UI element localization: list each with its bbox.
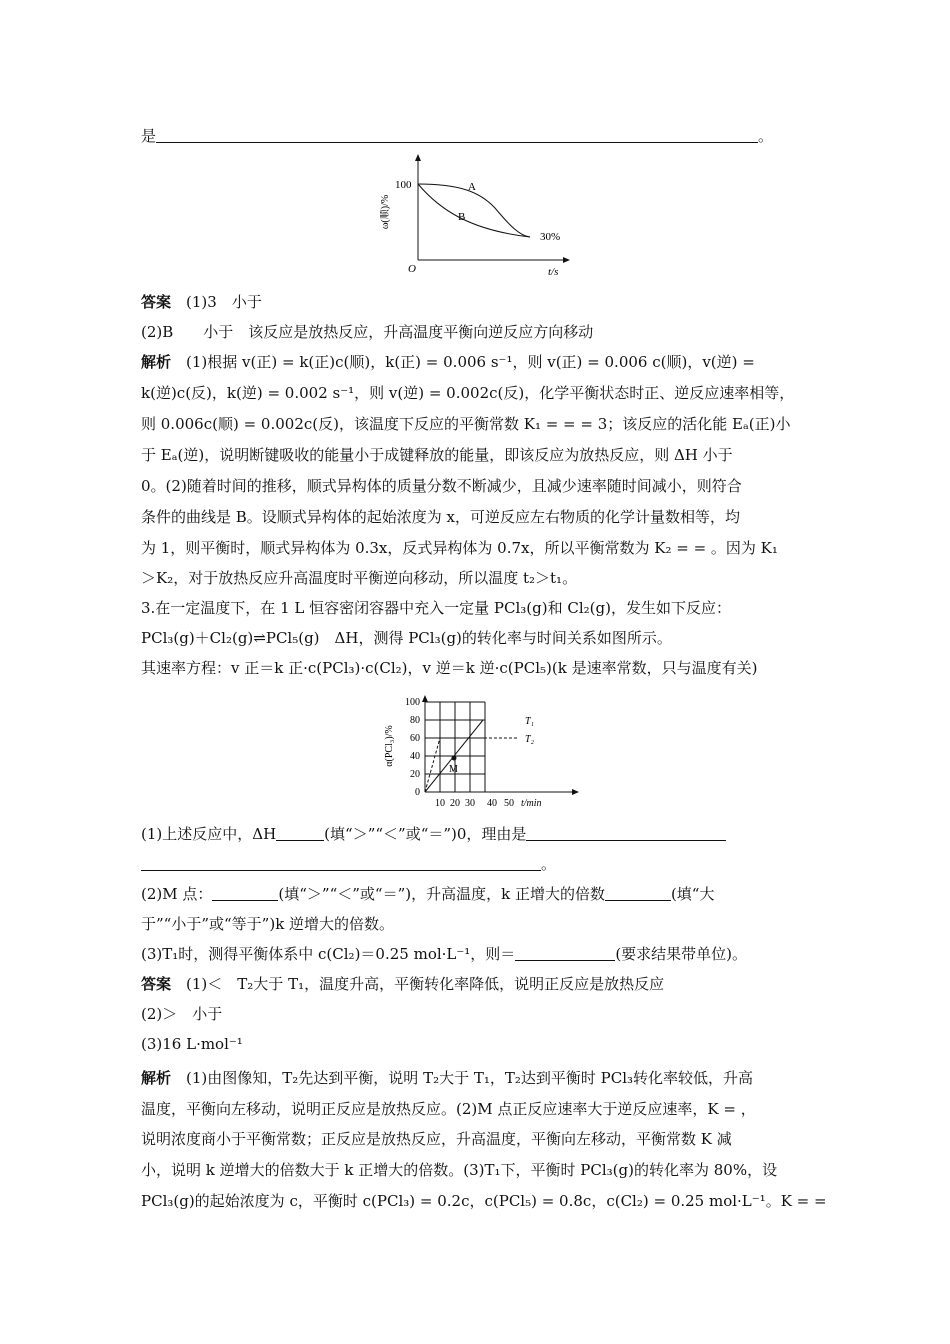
answer-label: 答案 [141,975,172,993]
fig2-x-tick: 30 [465,798,475,809]
q2-analysis-line: 条件的曲线是 B。设顺式异构体的起始浓度为 x，可逆反应左右物质的化学计量数相等，均 [141,508,741,526]
analysis-text: (1)由图像知，T₂先达到平衡，说明 T₂大于 T₁，T₂达到平衡时 PCl₃转化率较低，升高 [186,1069,754,1087]
answer-blank[interactable] [605,886,671,901]
q3-sub1-cont [141,854,556,874]
top-fill-line [141,126,773,146]
q3-sub2-text: (填“＞”“＜”或“＝”)，升高温度，k 正增大的倍数 [278,885,605,903]
q2-analysis-line: ＞K₂，对于放热反应升高温度时平衡逆向移动，所以温度 t₂＞t₁。 [141,569,578,587]
q3-sub3-text: (3)T₁时，测得平衡体系中 c(Cl₂)＝0.25 mol·L⁻¹，则＝ [141,945,516,963]
answer-blank[interactable] [276,826,324,841]
q2-analysis-line: 为 1，则平衡时，顺式异构体为 0.3x，反式异构体为 0.7x，所以平衡常数为 K₂ = = 。因为 K₁ [141,539,778,557]
fig1-x-arrow [563,257,570,263]
q2-analysis-line: k(逆)c(反)，k(逆) = 0.002 s⁻¹，则 v(逆) = 0.002c(反)，化学平衡状态时正、逆反应速率相等， [141,384,795,402]
fig2-y-arrow [422,695,428,702]
q2-analysis-line: 则 0.006c(顺) = 0.002c(反)，该温度下反应的平衡常数 K₁ = = = 3；该反应的活化能 Eₐ(正)小 [141,415,791,433]
q3-answer-line1 [141,974,664,994]
fig2-y-tick: 100 [405,697,420,708]
fig1-y-arrow [415,154,421,161]
q3-sub2-text: (2)M 点： [141,885,213,903]
fig2-x-tick: 40 [487,798,497,809]
answer-text: (1)＜ T₂大于 T₁，温度升高，平衡转化率降低，说明正反应是放热反应 [186,975,665,993]
q3-sub2 [141,884,714,904]
q2-analysis-line: 0。(2)随着时间的推移，顺式异构体的质量分数不断减少，且减少速率随时间减小，则符合 [141,477,742,495]
q2-answer-line2: (2)B 小于 该反应是放热反应，升高温度平衡向逆反应方向移动 [141,323,594,341]
q3-sub1-text: (填“＞”“＜”或“＝”)0，理由是 [324,825,527,843]
q3-sub3-text: (要求结果带单位)。 [615,945,748,963]
q3-sub2-text: (填“大 [670,885,715,903]
q3-sub1 [141,824,726,844]
fig2-y-label: α(PCl₃)/% [384,725,395,767]
fig2-y-tick: 40 [410,751,420,762]
q3-stem-line: 3.在一定温度下，在 1 L 恒容密闭容器中充入一定量 PCl₃(g)和 Cl₂(g)，发生如下反应： [141,599,731,617]
fig2-t2-label: T₂ [525,734,535,745]
answer-blank[interactable] [212,886,278,901]
fig1-x-label: t/s [548,266,559,278]
q3-sub1-end: 。 [541,855,557,873]
fig2-y-tick: 20 [410,769,420,780]
q2-analysis-line [141,352,755,372]
fig2-x-tick: 20 [450,798,460,809]
answer-blank[interactable] [526,826,726,841]
q3-analysis-line: 温度，平衡向左移动，说明正反应是放热反应。(2)M 点正反应速率大于逆反应速率，K = ， [141,1100,756,1118]
fig1-y-tick: 100 [395,179,412,191]
fig2-x-tick: 10 [435,798,445,809]
point-m [452,756,457,761]
figure-cis-fraction [380,150,580,280]
q3-answer-line2: (2)＞ 小于 [141,1005,223,1023]
q3-analysis-line: PCl₃(g)的起始浓度为 c，平衡时 c(PCl₃) = 0.2c，c(PCl₅) = 0.8c，c(Cl₂) = 0.25 mol·L⁻¹。K = = [141,1192,827,1210]
fig2-y-tick: 60 [410,733,420,744]
fig1-y-label: ω(顺)/% [380,194,391,230]
q3-analysis-line [141,1068,753,1088]
fig2-point-label: M [449,764,458,775]
fig2-x-label: t/min [521,798,542,809]
fig2-y-tick: 80 [410,715,420,726]
fig2-grid [425,700,575,792]
q3-sub1-text: (1)上述反应中，ΔH [141,825,277,843]
q2-answer-line1 [141,292,262,312]
answer-text: (1)3 小于 [186,293,262,311]
analysis-label: 解析 [141,1069,172,1087]
q2-analysis-line: 于 Eₐ(逆)，说明断键吸收的能量小于成键释放的能量，即该反应为放热反应，则 ΔH 小于 [141,446,733,464]
answer-blank[interactable] [156,128,758,143]
analysis-text: (1)根据 v(正) = k(正)c(顺)，k(正) = 0.006 s⁻¹，则 v(正) = 0.006 c(顺)，v(逆) = [186,353,755,371]
q3-stem-line: 其速率方程：v 正＝k 正·c(PCl₃)·c(Cl₂)，v 逆＝k 逆·c(PCl₅)(k 是速率常数，只与温度有关) [141,659,758,677]
fig2-x-arrow [572,789,579,795]
fig1-curve-a-label: A [468,181,476,193]
figure-pcl3-conversion [380,690,580,812]
q3-analysis-line: 说明浓度商小于平衡常数；正反应是放热反应，升高温度，平衡向左移动，平衡常数 K 减 [141,1130,732,1148]
fig2-x-tick: 50 [504,798,514,809]
answer-label: 答案 [141,293,172,311]
q3-stem-line: PCl₃(g)＋Cl₂(g)⇌PCl₅(g) ΔH，测得 PCl₃(g)的转化率与时间关系如图所示。 [141,629,672,647]
answer-blank[interactable] [141,856,541,871]
fig2-y-tick: 0 [415,787,420,798]
q3-analysis-line: 小，说明 k 逆增大的倍数大于 k 正增大的倍数。(3)T₁下，平衡时 PCl₃(g)的转化率为 80%，设 [141,1161,778,1179]
answer-blank[interactable] [515,946,615,961]
fig1-origin: O [408,263,416,275]
top-prefix: 是 [141,127,157,145]
analysis-label: 解析 [141,353,172,371]
top-suffix: 。 [758,127,774,145]
q3-sub3 [141,944,747,964]
line-t2 [425,738,518,792]
q3-answer-line3: (3)16 L·mol⁻¹ [141,1035,243,1053]
q3-sub2-cont: 于”“小于”或“等于”)k 逆增大的倍数。 [141,915,395,933]
fig1-curve-b-label: B [458,211,466,223]
fig2-t1-label: T₁ [525,716,535,727]
fig1-end-value: 30% [540,231,561,243]
